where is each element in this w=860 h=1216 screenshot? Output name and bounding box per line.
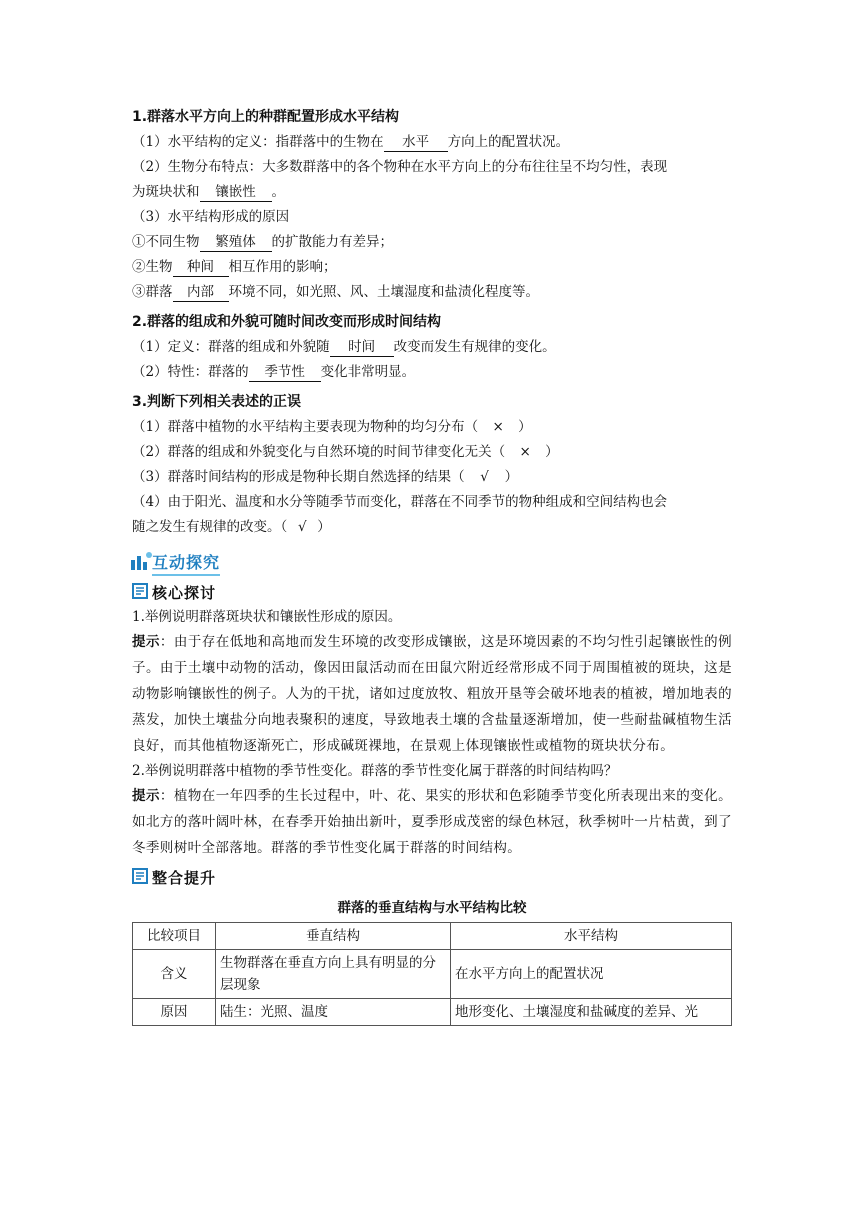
hint-label: 提示 xyxy=(132,788,160,804)
paragraph xyxy=(132,255,732,280)
text: ） xyxy=(545,444,559,460)
paragraph xyxy=(132,155,732,180)
answer-blank: 镶嵌性 xyxy=(200,183,272,202)
table-header-cell: 垂直结构 xyxy=(216,923,451,950)
text: （4）由于阳光、温度和水分等随季节而变化，群落在不同季节的物种组成和空间结构也会 xyxy=(132,494,668,510)
subsection-title: 整合提升 xyxy=(152,869,217,887)
text: ①不同生物 xyxy=(132,234,200,250)
table-cell: 原因 xyxy=(133,999,216,1026)
table-cell: 地形变化、土壤湿度和盐碱度的差异、光 xyxy=(451,999,732,1026)
section-2-heading: 2.群落的组成和外貌可随时间改变而形成时间结构 xyxy=(132,314,442,330)
text: 变化非常明显。 xyxy=(320,364,416,380)
integrate-heading xyxy=(132,867,732,888)
paragraph xyxy=(132,360,732,385)
table-caption: 群落的垂直结构与水平结构比较 xyxy=(337,900,527,916)
section-1-heading: 1.群落水平方向上的种群配置形成水平结构 xyxy=(132,109,400,125)
judgement-item xyxy=(132,490,732,515)
question: 2.举例说明群落中植物的季节性变化。群落的季节性变化属于群落的时间结构吗？ xyxy=(132,763,618,779)
text: ：植物在一年四季的生长过程中，叶、花、果实的形状和色彩随季节变化所表现出来的变化。如北方的落叶阔叶林，在春季开始抽出新叶，夏季形成茂密的绿色林冠，秋季树叶一片枯黄，到了冬季则树叶全部落地。群落的季节性变化属于群落的时间结构。 xyxy=(132,788,732,856)
paragraph xyxy=(132,180,732,205)
text: 随之发生有规律的改变。（ xyxy=(132,519,288,535)
table-cell: 生物群落在垂直方向上具有明显的分层现象 xyxy=(216,950,451,999)
judgement-item xyxy=(132,465,732,490)
answer-blank: 内部 xyxy=(173,283,229,302)
section-title: 互动探究 xyxy=(152,550,220,576)
table-row xyxy=(133,999,732,1026)
judgement-mark: √ xyxy=(480,469,489,485)
answer-blank: 季节性 xyxy=(249,363,321,382)
text: （1）水平结构的定义：指群落中的生物在 xyxy=(132,134,384,150)
text: 方向上的配置状况。 xyxy=(447,134,570,150)
text: 环境不同，如光照、风、土壤湿度和盐渍化程度等。 xyxy=(228,284,539,300)
answer-blank: 种间 xyxy=(173,258,229,277)
table-row xyxy=(133,950,732,999)
hint-label: 提示 xyxy=(132,634,160,650)
answer-blank: 水平 xyxy=(384,133,448,152)
text: 。 xyxy=(271,184,285,200)
table-cell: 含义 xyxy=(133,950,216,999)
text: （2）特性：群落的 xyxy=(132,364,249,380)
table-cell: 陆生：光照、温度 xyxy=(216,999,451,1026)
text: 为斑块状和 xyxy=(132,184,200,200)
text: （2）群落的组成和外貌变化与自然环境的时间节律变化无关（ xyxy=(132,444,506,460)
text: （2）生物分布特点：大多数群落中的各个物种在水平方向上的分布往往呈不均匀性，表现 xyxy=(132,159,668,175)
comparison-table xyxy=(132,922,732,1026)
text: 的扩散能力有差异； xyxy=(271,234,393,250)
answer-blank: 时间 xyxy=(330,338,394,357)
document-icon xyxy=(132,868,148,888)
text: ：由于存在低地和高地而发生环境的改变形成镶嵌，这是环境因素的不均匀性引起镶嵌性的例子。由于土壤中动物的活动，像因田鼠活动而在田鼠穴附近经常形成不同于周围植被的斑块，这是动物影响镶嵌性的例子。人为的干扰，诸如过度放牧、粗放开垦等会破坏地表的植被，增加地表的蒸发，加快土壤盐分向地表聚积的速度，导致地表土壤的含盐量逐渐增加，使一些耐盐碱植物生活良好，而其他植物逐渐死亡，形成碱斑裸地，在景观上体现镶嵌性或植物的斑块状分布。 xyxy=(132,634,732,754)
answer-paragraph xyxy=(132,629,732,759)
judgement-mark: × xyxy=(519,444,531,460)
document-icon xyxy=(132,583,148,603)
core-discussion-heading xyxy=(132,582,732,603)
table-header-row xyxy=(133,923,732,950)
people-chart-icon xyxy=(130,551,152,575)
paragraph xyxy=(132,130,732,155)
judgement-mark: × xyxy=(492,419,504,435)
judgement-mark: √ xyxy=(297,519,307,535)
text: 相互作用的影响； xyxy=(228,259,337,275)
answer-paragraph xyxy=(132,783,732,861)
paragraph: （3）水平结构形成的原因 xyxy=(132,209,290,225)
text: ） xyxy=(317,519,331,535)
judgement-item xyxy=(132,415,732,440)
table-cell: 在水平方向上的配置状况 xyxy=(451,950,732,999)
table-header-cell: 水平结构 xyxy=(451,923,732,950)
text: ） xyxy=(504,469,519,485)
judgement-item xyxy=(132,440,732,465)
question: 1.举例说明群落斑块状和镶嵌性形成的原因。 xyxy=(132,609,402,625)
paragraph xyxy=(132,230,732,255)
section-3-heading: 3.判断下列相关表述的正误 xyxy=(132,394,302,410)
paragraph xyxy=(132,280,732,305)
judgement-item xyxy=(132,515,732,540)
document-page xyxy=(132,100,732,1026)
text: ） xyxy=(518,419,532,435)
table-header-cell: 比较项目 xyxy=(133,923,216,950)
paragraph xyxy=(132,335,732,360)
text: 改变而发生有规律的变化。 xyxy=(393,339,556,355)
text: ②生物 xyxy=(132,259,173,275)
text: （1）定义：群落的组成和外貌随 xyxy=(132,339,330,355)
text: （3）群落时间结构的形成是物种长期自然选择的结果（ xyxy=(132,469,465,485)
interactive-section-banner xyxy=(130,550,732,576)
text: （1）群落中植物的水平结构主要表现为物种的均匀分布（ xyxy=(132,419,479,435)
answer-blank: 繁殖体 xyxy=(200,233,272,252)
subsection-title: 核心探讨 xyxy=(152,584,217,602)
text: ③群落 xyxy=(132,284,173,300)
